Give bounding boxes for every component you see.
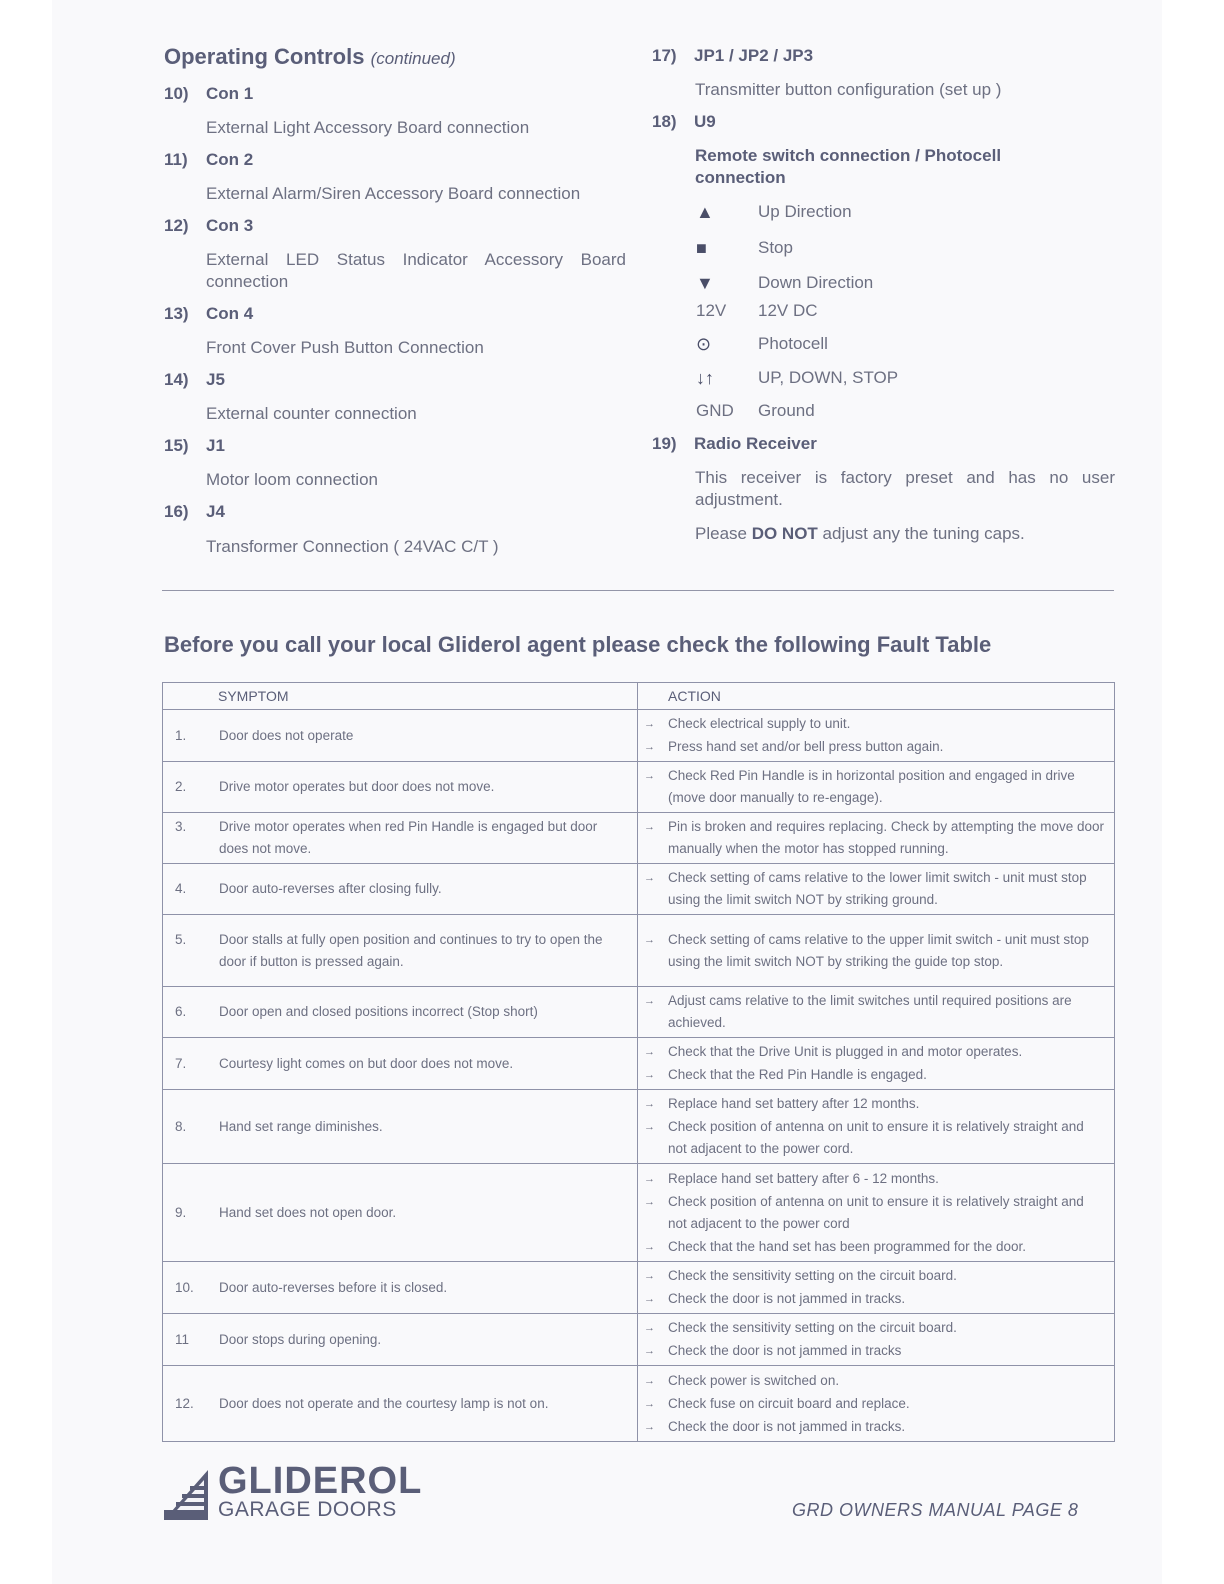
legend-row (696, 202, 996, 226)
table-row (163, 1038, 1115, 1090)
action-cell (638, 915, 1115, 987)
symptom-cell (163, 762, 638, 813)
action-item: → Check that the Red Pin Handle is engaged. (668, 1064, 1106, 1086)
up-down-arrows-icon: ↓↑ (696, 368, 714, 388)
legend-row (696, 334, 996, 358)
logo-brand: GLIDEROL (218, 1460, 423, 1502)
action-item: → Replace hand set battery after 12 months. (668, 1093, 1106, 1115)
action-item: → Replace hand set battery after 6 - 12 months. (668, 1168, 1106, 1190)
symptom-cell (163, 813, 638, 864)
action-item: → Check Red Pin Handle is in horizontal position and engaged in drive (move door manually to re-engage). (668, 765, 1106, 809)
item-19-heading: 19) Radio Receiver (652, 434, 817, 453)
table-row (163, 1314, 1115, 1366)
legend-label: Photocell (758, 334, 828, 353)
logo-tagline: GARAGE DOORS (218, 1498, 397, 1521)
action-item: → Check the door is not jammed in tracks (668, 1340, 1106, 1362)
legend-label: Up Direction (758, 202, 852, 221)
symptom-cell (163, 987, 638, 1038)
action-item: → Check that the hand set has been programmed for the door. (668, 1236, 1106, 1258)
legend-label: 12V DC (758, 301, 818, 320)
control-item-heading: 12) Con 3 (164, 216, 254, 235)
table-row (163, 1262, 1115, 1314)
legend-row (696, 301, 996, 325)
action-item: → Pin is broken and requires replacing. Check by attempting the move door manually when the motor has stopped running. (668, 816, 1106, 860)
symptom-text: Door auto-reverses before it is closed. (219, 1279, 448, 1295)
row-number: 8. (175, 1118, 187, 1134)
photocell-icon: ⊙ (696, 334, 712, 354)
row-number: 9. (175, 1204, 187, 1220)
action-cell (638, 1090, 1115, 1164)
action-cell (638, 813, 1115, 864)
legend-row (696, 273, 996, 297)
table-row (163, 1090, 1115, 1164)
symptom-text: Drive motor operates when red Pin Handle is engaged but door does not move. (219, 819, 598, 856)
item-19-warning: Please DO NOT adjust any the tuning caps. (695, 524, 1025, 543)
symptom-text: Door does not operate (219, 727, 354, 743)
symptom-text: Drive motor operates but door does not move. (219, 779, 495, 794)
symptom-cell (163, 1314, 638, 1366)
fault-table-header (163, 683, 1115, 710)
symptom-cell (163, 710, 638, 762)
symptom-cell (163, 1164, 638, 1262)
symptom-text: Door auto-reverses after closing fully. (219, 881, 442, 896)
row-number: 3. (175, 819, 187, 834)
action-item: → Check electrical supply to unit. (668, 713, 1106, 735)
symptom-text: Hand set does not open door. (219, 1204, 397, 1220)
table-row (163, 864, 1115, 915)
action-item: → Check that the Drive Unit is plugged in and motor operates. (668, 1041, 1106, 1063)
legend-symbol: GND (696, 401, 734, 420)
symptom-header: SYMPTOM (163, 683, 638, 710)
legend-symbol: 12V (696, 301, 727, 320)
action-cell (638, 864, 1115, 915)
symptom-text: Hand set range diminishes. (219, 1118, 383, 1134)
action-cell (638, 762, 1115, 813)
item-17-heading: 17) JP1 / JP2 / JP3 (652, 46, 814, 65)
control-item-heading: 11) Con 2 (164, 150, 254, 169)
action-header: ACTION (638, 683, 1115, 710)
table-row (163, 710, 1115, 762)
symptom-text: Door stops during opening. (219, 1331, 382, 1347)
symptom-cell (163, 1038, 638, 1090)
action-cell (638, 1366, 1115, 1442)
control-item-description: External counter connection (206, 404, 417, 423)
item-18-heading: 18) U9 (652, 112, 716, 131)
legend-row (696, 401, 996, 425)
up-triangle-icon: ▲ (696, 202, 714, 222)
row-number: 2. (175, 779, 187, 794)
symptom-cell (163, 1262, 638, 1314)
action-item: → Check the sensitivity setting on the circuit board. (668, 1265, 1106, 1287)
section-title-note: (continued) (370, 49, 456, 68)
control-item-description: External Light Accessory Board connection (206, 118, 530, 137)
symptom-cell (163, 915, 638, 987)
fault-table (162, 682, 1115, 1442)
action-item: → Check position of antenna on unit to ensure it is relatively straight and not adjacent to the power cord (668, 1191, 1106, 1235)
action-cell (638, 710, 1115, 762)
action-item: → Adjust cams relative to the limit switches until required positions are achieved. (668, 990, 1106, 1034)
row-number: 6. (175, 1004, 187, 1019)
control-item-description: Front Cover Push Button Connection (206, 338, 484, 357)
action-item: → Check setting of cams relative to the upper limit switch - unit must stop using the limit switch NOT by striking the guide top stop. (668, 929, 1106, 973)
row-number: 1. (175, 727, 187, 743)
symptom-cell (163, 1366, 638, 1442)
symptom-text: Door open and closed positions incorrect (Stop short) (219, 1004, 538, 1019)
action-cell (638, 1164, 1115, 1262)
down-triangle-icon: ▼ (696, 273, 714, 293)
row-number: 11 (175, 1331, 190, 1347)
action-item: → Check the door is not jammed in tracks. (668, 1288, 1106, 1310)
row-number: 4. (175, 881, 187, 896)
action-item: → Check setting of cams relative to the lower limit switch - unit must stop using the limit switch NOT by striking ground. (668, 867, 1106, 911)
control-item-description: External Alarm/Siren Accessory Board connection (206, 184, 581, 203)
item-18-description: Remote switch connection / Photocell connection (695, 146, 1002, 187)
symptom-text: Door does not operate and the courtesy lamp is not on. (219, 1395, 549, 1411)
section-title: Operating Controls (continued) (164, 44, 456, 69)
control-item-description: Motor loom connection (206, 470, 378, 489)
action-item: → Check position of antenna on unit to ensure it is relatively straight and not adjacent to the power cord. (668, 1116, 1106, 1160)
row-number: 5. (175, 931, 187, 947)
section-divider (162, 590, 1114, 591)
stop-square-icon: ■ (696, 238, 707, 258)
action-item: → Check power is switched on. (668, 1370, 1106, 1392)
control-item-heading: 16) J4 (164, 502, 225, 521)
control-item-heading: 10) Con 1 (164, 84, 254, 103)
legend-label: Stop (758, 238, 793, 257)
row-number: 12. (175, 1395, 194, 1411)
legend-row (696, 368, 996, 392)
table-row (163, 987, 1115, 1038)
legend-label: Down Direction (758, 273, 874, 292)
action-item: → Check the sensitivity setting on the circuit board. (668, 1317, 1106, 1339)
symptom-cell (163, 1090, 638, 1164)
action-cell (638, 1314, 1115, 1366)
fault-table-title: Before you call your local Gliderol agent please check the following Fault Table (164, 632, 992, 657)
legend-row (696, 238, 996, 262)
table-row (163, 813, 1115, 864)
legend-label: Ground (758, 401, 815, 420)
control-item-heading: 14) J5 (164, 370, 225, 389)
legend-label: UP, DOWN, STOP (758, 368, 899, 387)
item-19-description: This receiver is factory preset and has no user adjustment. (695, 468, 1115, 509)
action-item: → Check the door is not jammed in tracks. (668, 1416, 1106, 1438)
row-number: 7. (175, 1055, 187, 1071)
gliderol-logo (164, 1460, 423, 1527)
action-item: → Check fuse on circuit board and replace. (668, 1393, 1106, 1415)
item-17-description: Transmitter button configuration (set up ) (695, 80, 1002, 99)
action-item: → Press hand set and/or bell press button again. (668, 736, 1106, 758)
table-row (163, 1164, 1115, 1262)
control-item-heading: 15) J1 (164, 436, 225, 455)
left-column (164, 44, 629, 70)
symptom-cell (163, 864, 638, 915)
symptom-text: Door stalls at fully open position and continues to try to open the door if button is pressed again. (219, 931, 603, 969)
row-number: 10. (175, 1279, 194, 1295)
table-row (163, 915, 1115, 987)
control-item-description: External LED Status Indicator Accessory Board connection (206, 250, 626, 291)
table-row (163, 1366, 1115, 1442)
action-cell (638, 1038, 1115, 1090)
table-row (163, 762, 1115, 813)
action-cell (638, 987, 1115, 1038)
control-item-heading: 13) Con 4 (164, 304, 254, 323)
control-item-description: Transformer Connection ( 24VAC C/T ) (206, 537, 499, 556)
page-footer: GRD OWNERS MANUAL PAGE 8 (792, 1500, 1079, 1520)
symptom-text: Courtesy light comes on but door does not move. (219, 1055, 514, 1071)
action-cell (638, 1262, 1115, 1314)
